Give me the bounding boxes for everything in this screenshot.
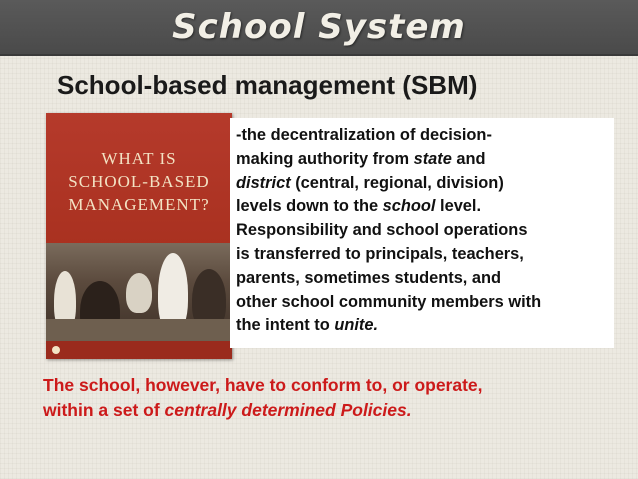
book-cover-footer bbox=[46, 341, 232, 359]
book-cover-photo bbox=[46, 243, 232, 341]
definition-line: -the decentralization of decision- bbox=[236, 126, 492, 144]
slide-subtitle: School-based management (SBM) bbox=[57, 70, 478, 100]
photo-desk bbox=[46, 319, 232, 341]
book-cover-image bbox=[46, 113, 232, 359]
definition-line: parents, sometimes students, and bbox=[236, 268, 502, 287]
policy-note bbox=[43, 373, 603, 423]
photo-figure bbox=[126, 273, 152, 313]
title-bar bbox=[0, 0, 638, 56]
definition-line: the intent to unite. bbox=[236, 316, 379, 335]
definition-line: Responsibility and school operations bbox=[236, 221, 528, 240]
slide-title: School System bbox=[172, 7, 466, 47]
book-cover-line-1: WHAT IS bbox=[101, 149, 177, 168]
definition-line: levels down to the school level. bbox=[236, 197, 482, 216]
book-cover-title bbox=[46, 147, 232, 216]
definition-line: making authority from state and bbox=[236, 149, 486, 168]
book-cover-line-2: SCHOOL-BASED bbox=[68, 172, 210, 191]
book-cover-line-3: MANAGEMENT? bbox=[68, 195, 210, 214]
policy-note-line: The school, however, have to conform to, or operate, bbox=[43, 375, 483, 395]
policy-note-line: within a set of centrally determined Policies. bbox=[43, 400, 412, 420]
definition-line: is transferred to principals, teachers, bbox=[236, 244, 524, 263]
publisher-logo-icon bbox=[52, 346, 60, 354]
definition-line: other school community members with bbox=[236, 292, 542, 311]
definition-line: district (central, regional, division) bbox=[236, 173, 504, 192]
definition-box bbox=[230, 118, 614, 348]
